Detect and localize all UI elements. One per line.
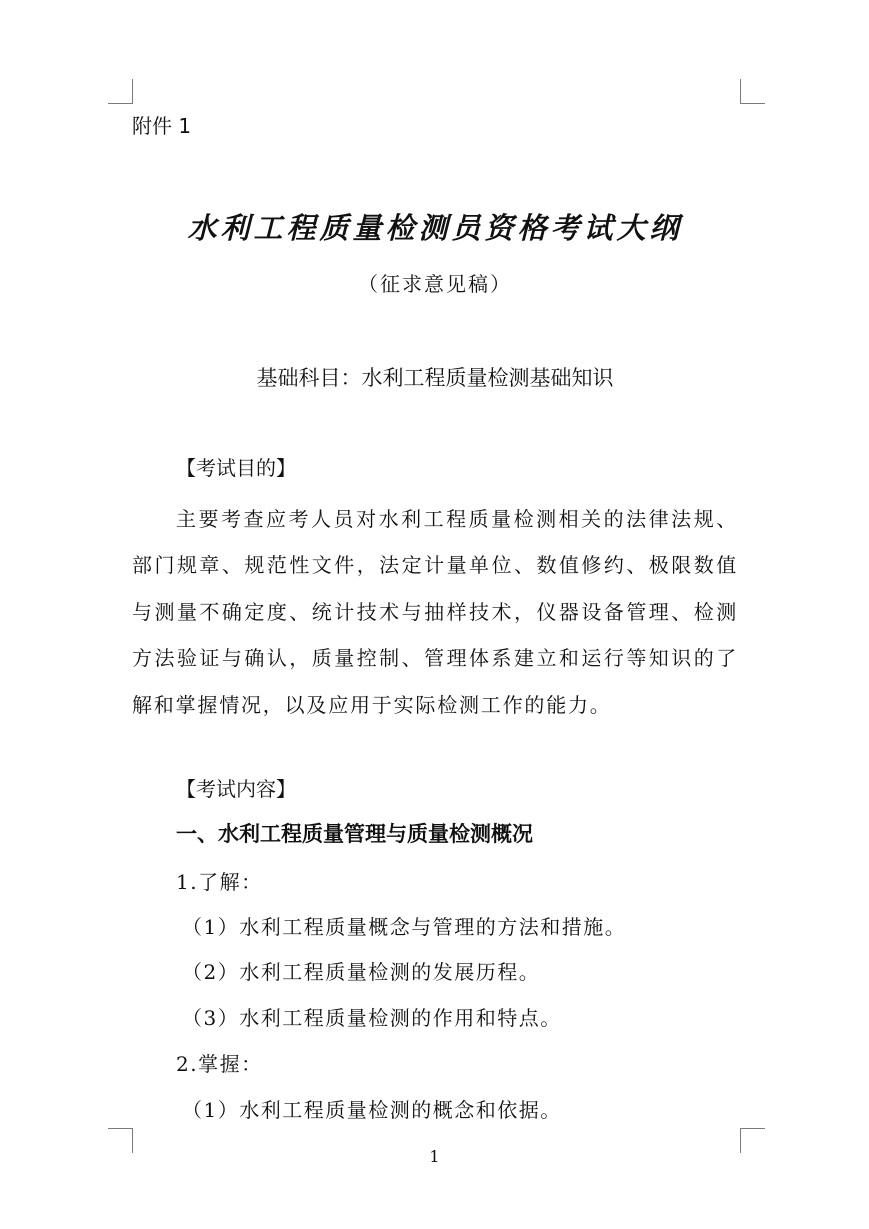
list-item: （2）水利工程质量检测的发展历程。 xyxy=(182,960,541,984)
document-subtitle: （征求意见稿） xyxy=(358,272,512,296)
subject-heading: 基础科目：水利工程质量检测基础知识 xyxy=(256,366,614,390)
list-item: （1）水利工程质量概念与管理的方法和措施。 xyxy=(182,915,627,939)
understand-label: 1.了解： xyxy=(176,870,263,894)
document-title: 水利工程质量检测员资格考试大纲 xyxy=(187,211,683,245)
master-label: 2.掌握： xyxy=(176,1052,263,1076)
list-item: （1）水利工程质量检测的概念和依据。 xyxy=(182,1098,562,1122)
crop-mark-top-right xyxy=(740,79,765,104)
page-number: 1 xyxy=(429,1147,440,1166)
list-item: （3）水利工程质量检测的作用和特点。 xyxy=(182,1006,562,1030)
purpose-paragraph: 主要考查应考人员对水利工程质量检测相关的法律法规、部门规章、规范性文件，法定计量单位、数值修约、极限数值与测量不确定度、统计技术与抽样技术，仪器设备管理、检测方法验证与确认，质量控制、管理体系建立和运行等知识的了解和掌握情况，以及应用于实际检测工作的能力。 xyxy=(132,507,738,717)
content-heading: 【考试内容】 xyxy=(176,777,296,801)
attachment-label: 附件 1 xyxy=(132,114,192,138)
chapter-heading: 一、水利工程质量管理与质量检测概况 xyxy=(176,822,533,846)
purpose-heading: 【考试目的】 xyxy=(176,456,296,480)
crop-mark-top-left xyxy=(108,79,133,104)
